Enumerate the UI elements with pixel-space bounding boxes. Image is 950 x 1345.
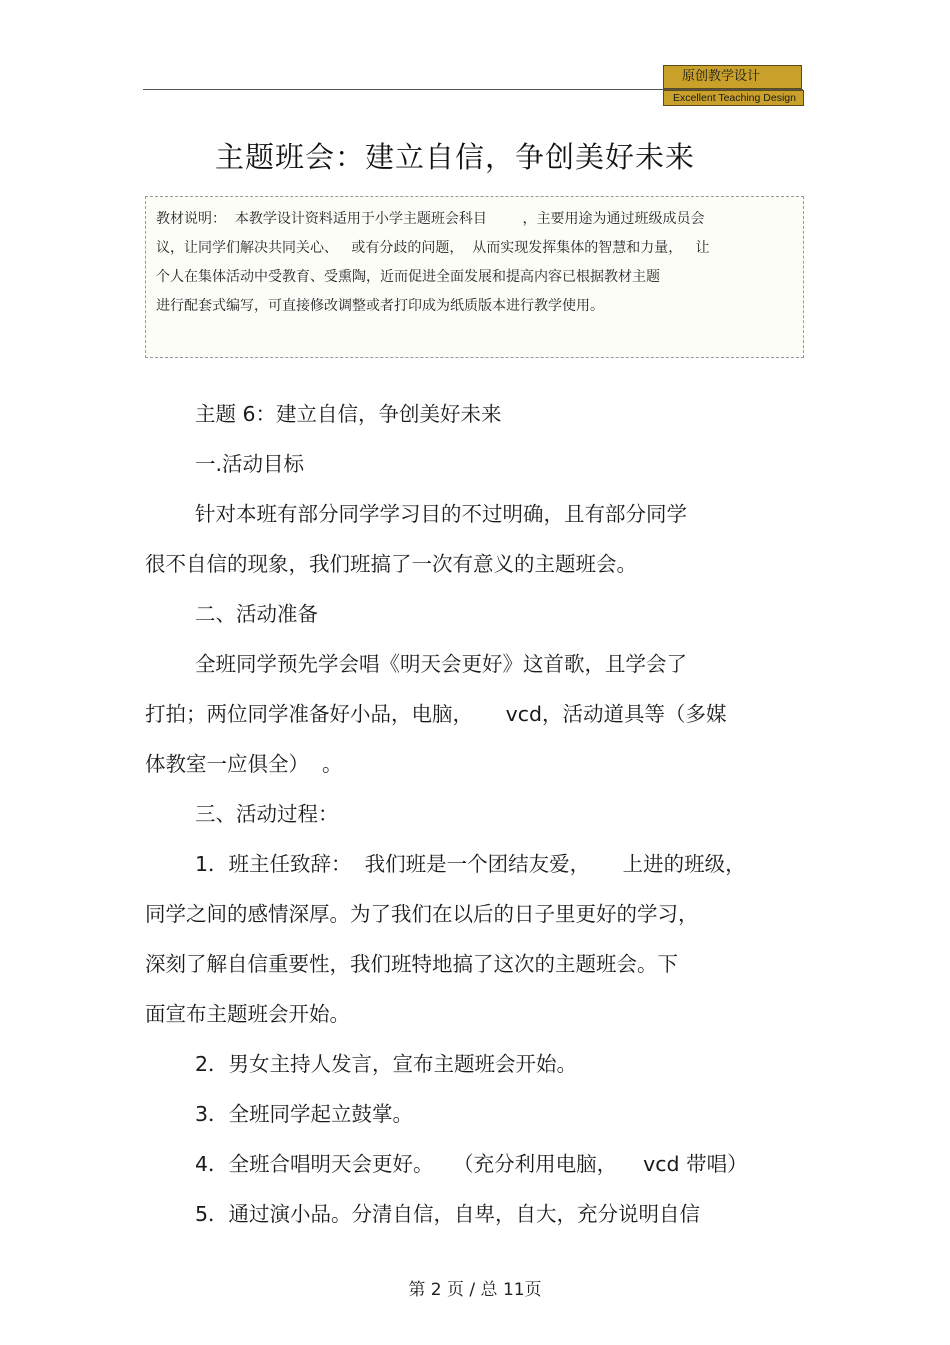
body-text [145,389,795,1239]
body-paragraph: 一.活动目标 [195,452,305,476]
header-badge-en: Excellent Teaching Design [663,90,804,106]
body-paragraph: 体教室一应俱全） 。 [145,752,343,776]
body-paragraph: 3．全班同学起立鼓掌。 [195,1102,414,1126]
body-paragraph: 4．全班合唱明天会更好。 （充分利用电脑， vcd 带唱） [195,1152,748,1176]
body-paragraph: 全班同学预先学会唱《明天会更好》这首歌，且学会了 [195,652,687,676]
body-paragraph: 三、活动过程： [195,802,339,826]
body-paragraph: 主题 6：建立自信，争创美好未来 [195,402,502,426]
body-paragraph: 面宣布主题班会开始。 [145,1002,350,1026]
description-line: 进行配套式编写，可直接修改调整或者打印成为纸质版本进行教学使用。 [156,298,604,314]
description-line: 教材说明： 本教学设计资料适用于小学主题班会科目 ，主要用途为通过班级成员会 [156,211,705,227]
body-paragraph: 5．通过演小品。分清自信，自卑，自大，充分说明自信 [195,1202,701,1226]
body-paragraph: 二、活动准备 [195,602,318,626]
description-line: 个人在集体活动中受教育、受熏陶，近而促进全面发展和提高内容已根据教材主题 [156,269,660,285]
description-line: 议，让同学们解决共同关心、 或有分歧的问题， 从而实现发挥集体的智慧和力量， 让 [156,240,710,256]
body-paragraph: 1．班主任致辞： 我们班是一个团结友爱， 上进的班级， [195,852,746,876]
body-paragraph: 同学之间的感情深厚。为了我们在以后的日子里更好的学习， [145,902,699,926]
body-paragraph: 很不自信的现象，我们班搞了一次有意义的主题班会。 [145,552,637,576]
page-title: 主题班会：建立自信，争创美好未来 [214,140,695,174]
page-footer: 第 2 页 / 总 11页 [408,1280,542,1300]
body-paragraph: 2．男女主持人发言，宣布主题班会开始。 [195,1052,578,1076]
body-paragraph: 深刻了解自信重要性，我们班特地搞了这次的主题班会。下 [145,952,678,976]
header-badge-cn: 原创教学设计 [663,65,802,89]
body-paragraph: 打拍；两位同学准备好小品，电脑， vcd，活动道具等（多媒 [145,702,727,726]
description-box [145,196,804,358]
body-paragraph: 针对本班有部分同学学习目的不过明确，且有部分同学 [195,502,687,526]
